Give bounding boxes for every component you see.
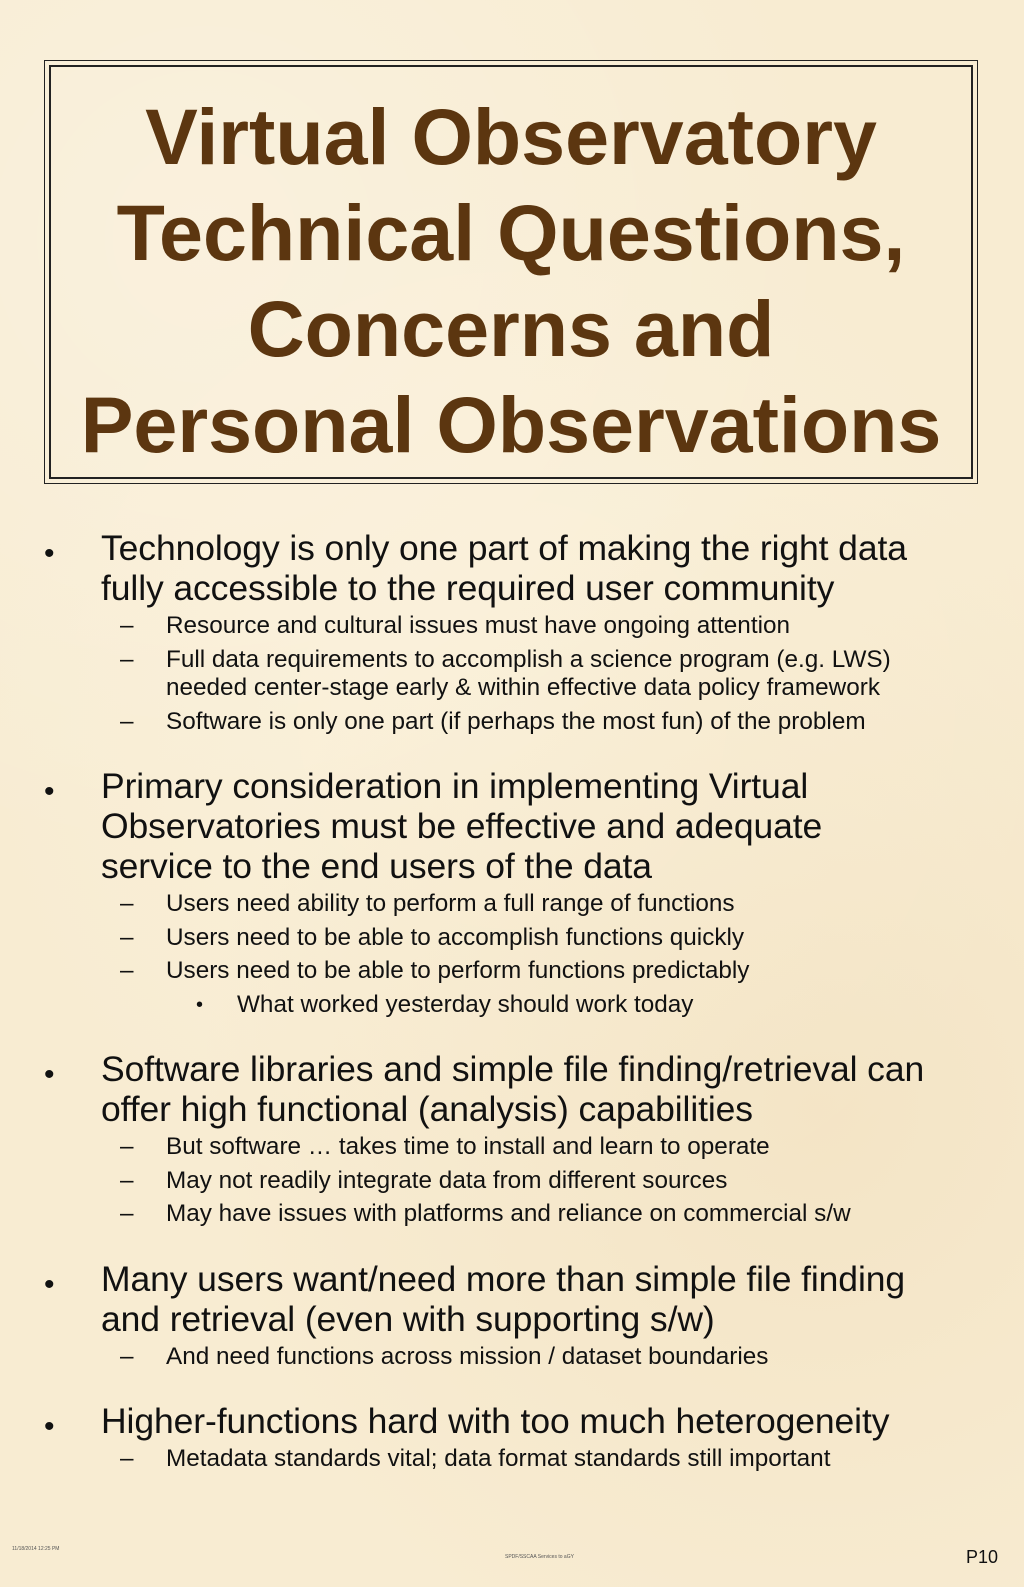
dash-icon: – [120,612,134,639]
subsub-item [101,991,984,1020]
sub-item [101,1200,984,1229]
dash-icon: – [120,645,134,673]
sub-list [101,1343,984,1372]
sub-list [101,1445,984,1474]
bullet-line: service to the end users of the data [101,846,652,886]
sub-item [101,646,984,703]
footer-timestamp: 11/18/2014 12:25 PM [12,1546,60,1552]
sub-line: Full data requirements to accomplish a science program (e.g. LWS) [166,645,891,673]
bullet-line: fully accessible to the required user community [101,568,835,608]
dash-icon: – [120,707,134,735]
bullet-text [101,1401,984,1441]
sub-item [101,1133,984,1162]
sub-item [101,924,984,953]
bullet-item [0,528,1024,736]
footer-source: SPDF/SSCAA Services to aGY [505,1554,574,1560]
bullet-line: Technology is only one part of making the right data [101,528,907,568]
bullet-line: Software libraries and simple file finding/retrieval can [101,1049,925,1089]
bullet-list [0,528,1024,1504]
dash-icon: – [120,1133,134,1160]
sub-line: May have issues with platforms and reliance on commercial s/w [166,1200,851,1227]
sub-item [101,890,984,919]
sub-line: But software … takes time to install and learn to operate [166,1133,770,1160]
title-line-1: Virtual Observatory [145,92,877,181]
sub-item [101,708,984,737]
sub-item [101,1343,984,1372]
dash-icon: – [120,1445,134,1472]
bullet-line: Higher-functions hard with too much heterogeneity [101,1401,890,1441]
bullet-text [101,766,984,886]
sub-line: needed center-stage early & within effective data policy framework [166,674,880,701]
sub-line: Resource and cultural issues must have ongoing attention [166,612,790,639]
title-line-3: Concerns and [247,284,775,373]
sub-list [101,890,984,1019]
title-line-4: Personal Observations [80,380,942,469]
bullet-dot-icon: • [44,775,55,808]
sub-item [101,957,984,1019]
bullet-dot-icon: • [44,1267,55,1301]
bullet-dot-icon: • [44,537,55,570]
sub-item [101,612,984,641]
bullet-item [0,1259,1024,1372]
bullet-text [101,528,984,608]
dash-icon: – [120,1200,134,1227]
page-title [51,89,971,473]
bullet-line: Many users want/need more than simple file finding [101,1258,906,1299]
sub-line: May not readily integrate data from different sources [166,1166,728,1194]
sub-line: Users need ability to perform a full range of functions [166,890,735,917]
bullet-line: offer high functional (analysis) capabilities [101,1089,753,1129]
title-box [49,65,973,479]
dash-icon: – [120,957,134,984]
bullet-line: Observatories must be effective and adequate [101,806,823,846]
sub-line: Software is only one part (if perhaps the most fun) of the problem [166,707,866,735]
bullet-dot-icon: • [44,1058,55,1091]
bullet-line: Primary consideration in implementing Virtual [101,766,809,806]
sub-list [101,1133,984,1229]
bullet-text [101,1259,984,1339]
bullet-item [0,766,1024,1019]
sub-line: Users need to be able to accomplish functions quickly [166,923,745,951]
bullet-item [0,1401,1024,1474]
dash-icon: – [120,890,134,917]
sub-line: Users need to be able to perform functions predictably [166,957,750,984]
dash-icon: – [120,1166,134,1194]
sub-line: And need functions across mission / dataset boundaries [166,1342,769,1370]
bullet-item [0,1049,1024,1229]
dash-icon: – [120,923,134,951]
sub-item [101,1167,984,1196]
bullet-line: and retrieval (even with supporting s/w) [101,1298,715,1339]
subsub-line: What worked yesterday should work today [237,990,694,1018]
title-line-2: Technical Questions, [116,188,906,277]
bullet-dot-icon: • [44,1410,55,1443]
sub-list [101,612,984,736]
sub-line: Metadata standards vital; data format standards still important [166,1445,831,1472]
bullet-text [101,1049,984,1129]
dash-icon: – [120,1342,134,1370]
sub-item [101,1445,984,1474]
page-number: P10 [965,1547,998,1567]
small-bullet-icon: • [196,993,204,1016]
